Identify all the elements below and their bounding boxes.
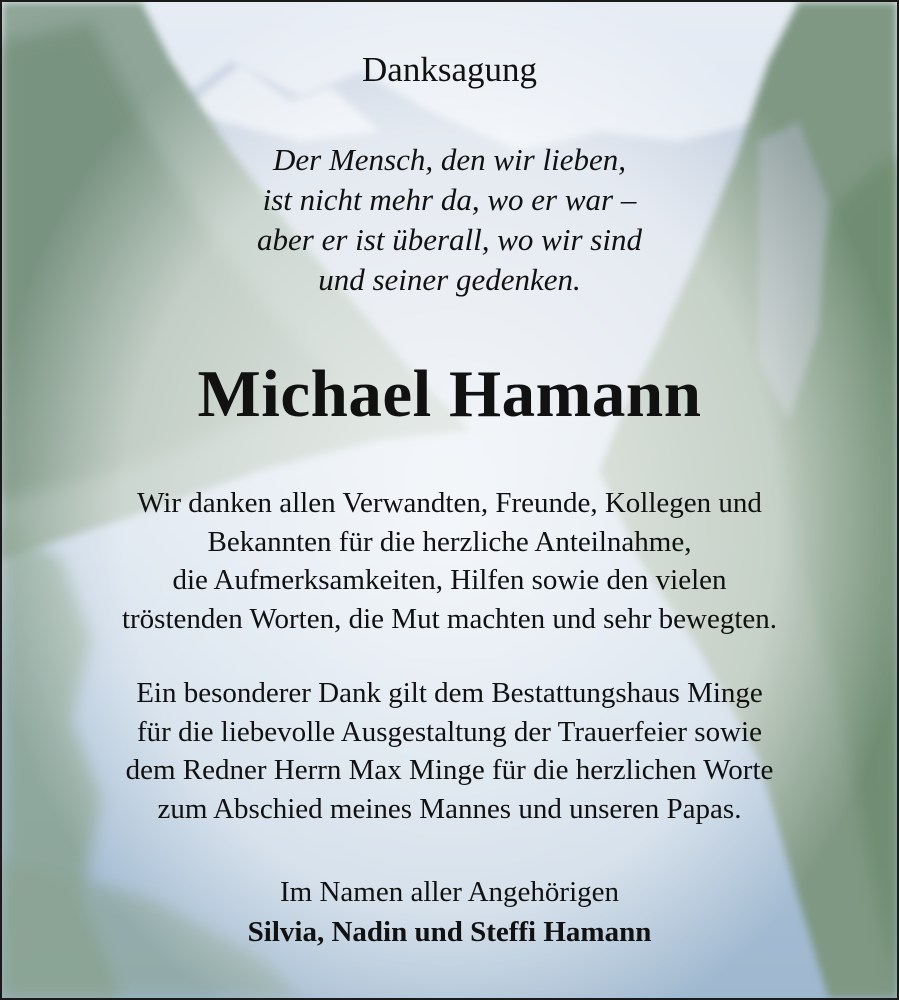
paragraph-line: Bekannten für die herzliche Anteilnahme, (207, 525, 692, 558)
page-title: Danksagung (362, 50, 537, 89)
quote-line: ist nicht mehr da, wo er war – (262, 182, 637, 217)
paragraph-line: tröstenden Worten, die Mut machten und sehr bewegten. (121, 602, 778, 635)
paragraph-line: für die liebevolle Ausgestaltung der Trauerfeier sowie (137, 715, 762, 748)
paragraph-line: dem Redner Herrn Max Minge für die herzlichen Worte (125, 754, 774, 786)
special-thanks-paragraph (2, 674, 897, 828)
paragraph-line: zum Abschied meines Mannes und unseren Papas. (157, 792, 742, 825)
thanks-paragraph (2, 484, 897, 638)
obituary-content (2, 2, 897, 998)
quote-line: und seiner gedenken. (318, 262, 581, 297)
paragraph-line: Ein besonderer Dank gilt dem Bestattungshaus Minge (136, 677, 763, 709)
paragraph-line: Wir danken allen Verwandten, Freunde, Kollegen und (137, 487, 762, 519)
family-signature: Silvia, Nadin und Steffi Hamann (247, 916, 652, 948)
paragraph-line: die Aufmerksamkeiten, Hilfen sowie den vielen (172, 564, 727, 596)
deceased-name: Michael Hamann (197, 357, 702, 431)
closing-block (2, 872, 897, 952)
closing-line: Im Namen aller Angehörigen (279, 876, 620, 908)
memorial-quote (2, 140, 897, 300)
quote-line: aber er ist überall, wo wir sind (257, 222, 642, 257)
quote-line: Der Mensch, den wir lieben, (273, 142, 626, 177)
